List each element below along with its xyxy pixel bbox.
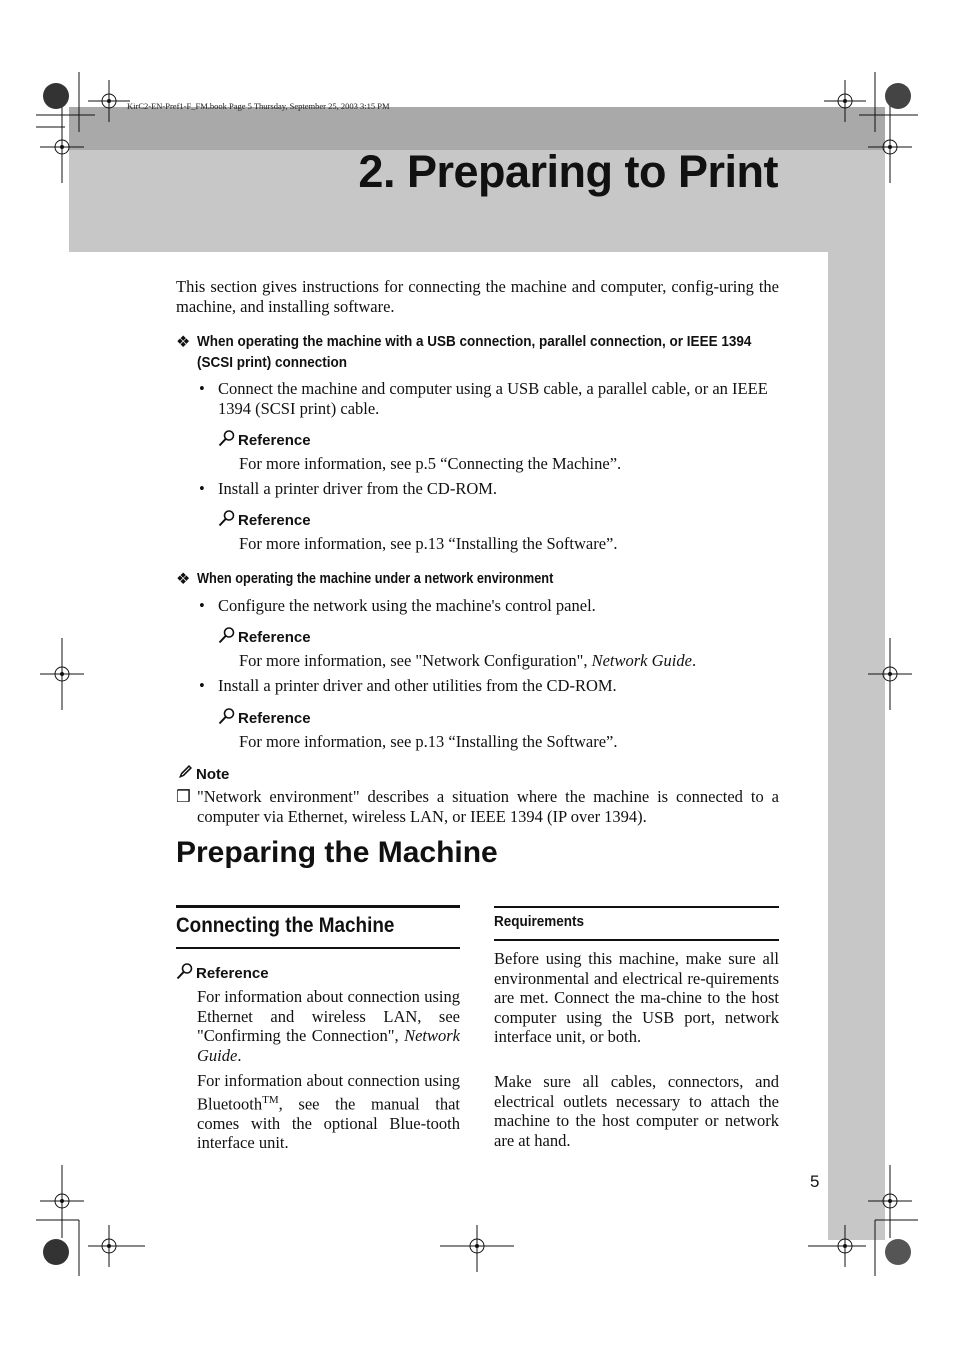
print-info: KirC2-EN-Pref1-F_FM.book Page 5 Thursday, September 25, 2003 3:15 PM: [127, 101, 390, 111]
reference-heading: Reference: [218, 707, 311, 727]
usb-ref-1-text: For more information, see p.5 “Connecting the Machine”.: [239, 454, 622, 473]
requirements-paragraph-2: Make sure all cables, connectors, and electrical outlets necessary to attach the machine to the host computer or network are at hand.: [494, 1072, 779, 1150]
requirements-heading: Requirements: [494, 913, 585, 930]
note-heading: Note: [176, 763, 229, 783]
reference-heading: Reference: [218, 626, 311, 646]
network-bullet-1: Configure the network using the machine's control panel.: [218, 596, 596, 615]
bullet-icon: •: [199, 479, 205, 498]
checkbox-icon: ❒: [176, 787, 191, 806]
network-ref-1-text: For more information, see "Network Configuration", Network Guide.: [239, 651, 697, 670]
reference-heading: Reference: [218, 429, 311, 449]
connection-paragraph-1: For information about connection using Ethernet and wireless LAN, see "Confirming the Connection", Network Guide.: [197, 987, 460, 1065]
page-number: 5: [810, 1172, 820, 1191]
connection-paragraph-2: For information about connection using Bluetooth™, see the manual that comes with the optional Blue-tooth interface unit.: [197, 1071, 460, 1152]
network-section-heading: When operating the machine under a network environment: [197, 570, 554, 587]
bullet-icon: •: [199, 379, 205, 398]
usb-bullet-1: Connect the machine and computer using a USB cable, a parallel cable, or an IEEE 1394 (SCSI print) cable.: [218, 379, 768, 418]
bullet-icon: •: [199, 596, 205, 615]
chapter-title: 2. Preparing to Print: [358, 146, 778, 197]
usb-bullet-2: Install a printer driver from the CD-ROM.: [218, 479, 498, 498]
note-text: "Network environment" describes a situation where the machine is connected to a computer via Ethernet, wireless LAN, or IEEE 1394 (IP over 1394).: [197, 787, 779, 826]
usb-ref-2-text: For more information, see p.13 “Installing the Software”.: [239, 534, 618, 553]
bullet-icon: •: [199, 676, 205, 695]
reference-heading: Reference: [218, 509, 311, 529]
requirements-paragraph-1: Before using this machine, make sure all environmental and electrical re-quirements are met. Connect the ma-chine to the host computer using the USB port, network interface unit, or both.: [494, 949, 779, 1046]
network-bullet-2: Install a printer driver and other utilities from the CD-ROM.: [218, 676, 617, 695]
intro-paragraph: This section gives instructions for connecting the machine and computer, config-uring the machine, and installing software.: [176, 277, 779, 316]
diamond-icon: ❖: [176, 334, 191, 351]
reference-heading: Reference: [176, 962, 269, 982]
usb-section-heading: When operating the machine with a USB connection, parallel connection, or IEEE 1394 (SCSI print) connection: [197, 333, 752, 371]
section-title: Preparing the Machine: [176, 836, 498, 869]
network-ref-2-text: For more information, see p.13 “Installing the Software”.: [239, 732, 618, 751]
diamond-icon: ❖: [176, 571, 191, 588]
connecting-heading: Connecting the Machine: [176, 914, 395, 937]
